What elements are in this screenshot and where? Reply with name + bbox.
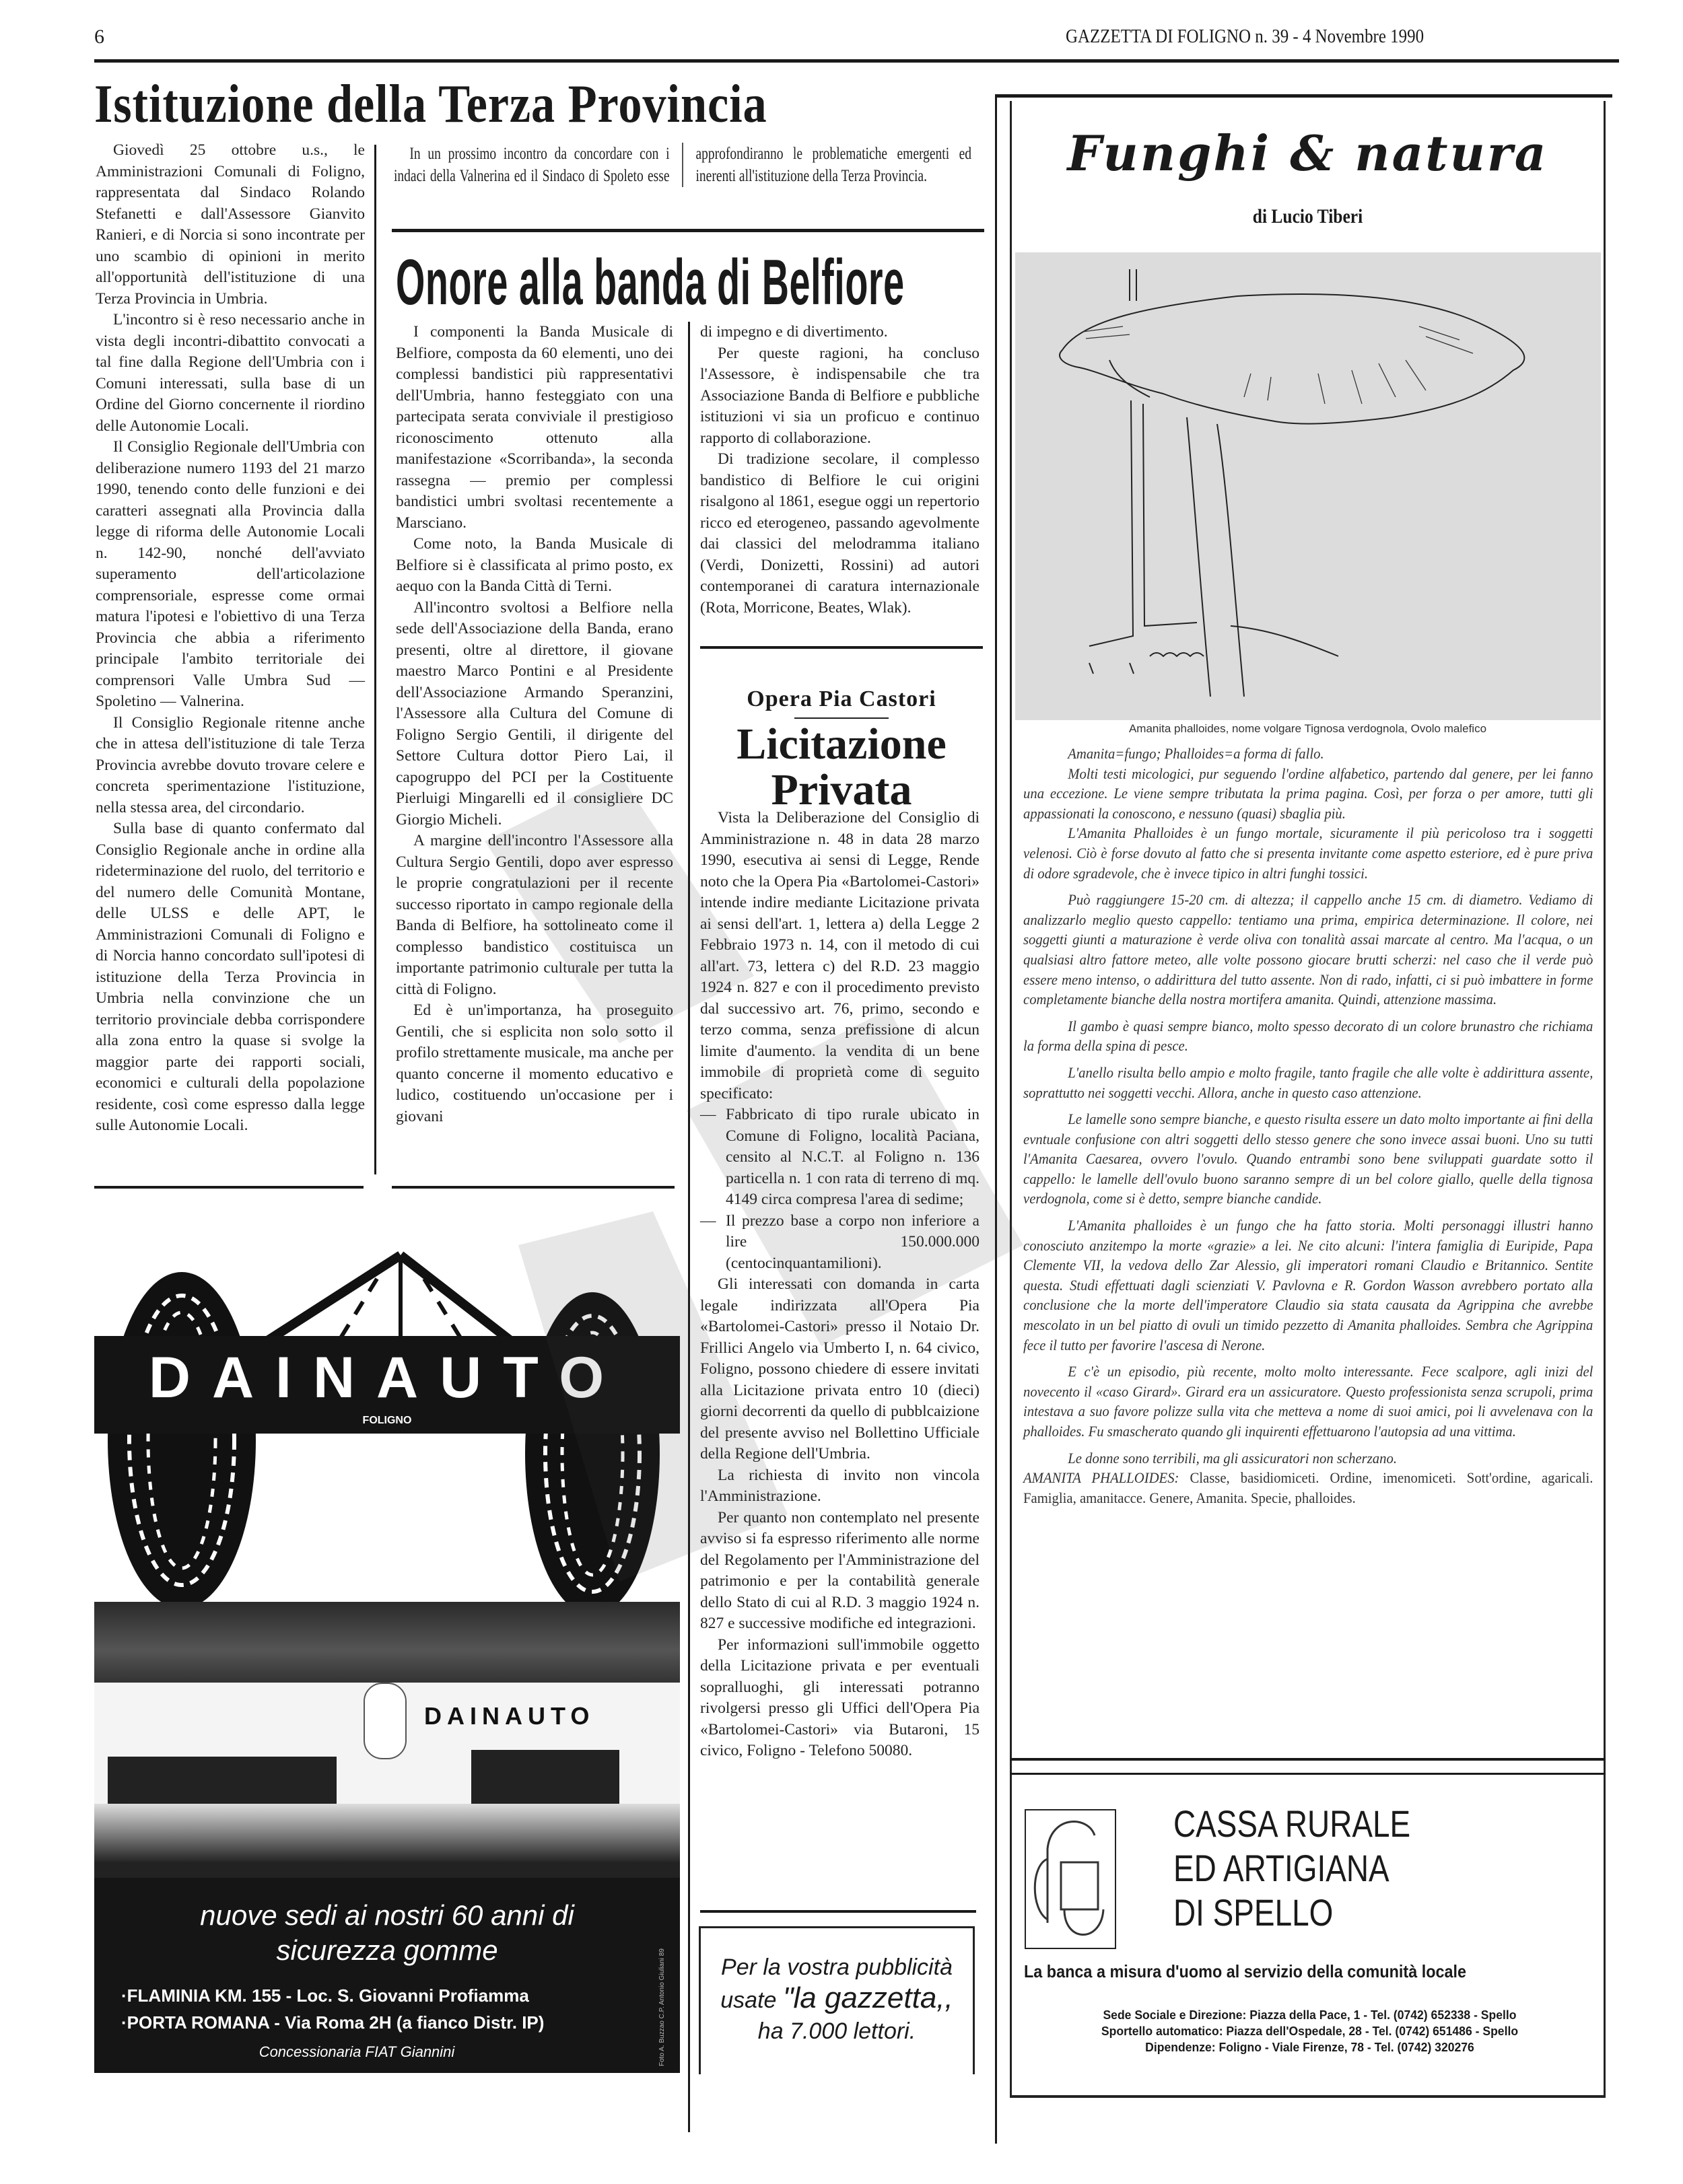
hills-photo	[94, 1602, 680, 1683]
paragraph: Come noto, la Banda Musicale di Belfiore si è classificata al primo posto, ex aequo con la Banda Città di Terni.	[396, 535, 673, 595]
house-ad-line1: Per la vostra pubblicità	[721, 1954, 953, 1980]
bank-name-line2: ED ARTIGIANA	[1173, 1847, 1389, 1889]
article1-column-1	[96, 140, 365, 1137]
photo-credit: Foto A. Buzzao C.P. Antonio Giuliani 89	[658, 1948, 666, 2066]
paragraph: di impegno e di divertimento.	[700, 323, 888, 341]
building-window	[108, 1757, 337, 1804]
tire-left-icon	[108, 1272, 256, 1602]
dainauto-logo: DAINAUTO	[148, 1345, 626, 1410]
paragraph: Per quanto non contemplato nel presente avviso si fa espresso riferimento alle norme del Regolamento per l'Amministrazione del patrimonio e per la contabilità generale dello Stato di cui al R.D. 3 maggio 1924 n. 827 e successive modifiche ed integrazioni.	[700, 1508, 980, 1632]
dealership-photo	[94, 1683, 680, 2073]
paragraph: L'anello risulta bello ampio e molto fragile, tanto fragile che alle volte è addirittura assente, soprattutto nei soggetti vecchi. Allora, anche in questo caso attenzione.	[1023, 1063, 1593, 1101]
notice-header	[700, 686, 983, 813]
paragraph: Il gambo è quasi sempre bianco, molto spesso decorato di un colore brunastro che richiama la forma della spina di pesce.	[1023, 1017, 1593, 1055]
headline-banda-belfiore: Onore alla banda di Belfiore	[396, 246, 905, 318]
illustration-caption: Amanita phalloides, nome volgare Tignosa verdognola, Ovolo malefico	[1128, 722, 1487, 735]
bank-ad	[1010, 1775, 1606, 2098]
bank-name	[1173, 1802, 1410, 1935]
taxonomy-lead: AMANITA PHALLOIDES:	[1023, 1469, 1179, 1487]
paragraph: Può raggiungere 15-20 cm. di altezza; il cappello anche 15 cm. di diametro. Vediamo di analizzarlo meglio questo cappello: tentiamo una prima, empirica determinazione. Il colore, nei soggetti giunti a maturazione è verde oliva con tonalità assai marcate al centro. Ma l'acqua, o un qualsiasi altro fattore meteo, alle volte possono giocare brutti scherzi: nel caso che il verde può essere meno intenso, o addirittura del tutto assente. Non di rado, infatti, ci si può imbattere in forme completamente bianche della nostra mortifera amanita. Quindi, attenzione massima.	[1023, 891, 1593, 1008]
section-rule	[700, 646, 983, 649]
notice-list-item: — Il prezzo base a corpo non inferiore a lire 150.000.000 (centocinquantamilioni).	[700, 1211, 980, 1275]
masthead: GAZZETTA DI FOLIGNO n. 39 - 4 Novembre 1990	[1066, 26, 1424, 47]
funghi-article	[1023, 744, 1593, 1508]
paragraph: Sulla base di quanto confermato dal Consiglio Regionale anche in ordine alla rideterminazione del ruolo, del territorio e del numero delle Comunità Montane, delle ULSS e delle APT, le Amministrazioni Comunali di Foligno e di Norcia hanno concordato sull'ipotesi di istituzione della Terza Provincia in Umbria nella convinzione che un territorio provinciale debba corrispondere alla zona entro la quase si svolge la maggior parte dei rapporti sociali, economici e culturali della popolazione residente, così come espresso dalla legge sulle Autonomie Locali.	[96, 820, 365, 1134]
house-ad-line2	[701, 1982, 973, 2016]
slogan-line2: sicurezza gomme	[276, 1934, 498, 1966]
michelin-mascot-icon	[364, 1683, 407, 1759]
paragraph: L'Amanita Phalloides è un fungo mortale, sicuramente il più pericoloso tra i soggetti velenosi. Ciò è forse dovuto al fatto che si presenta invitante come aspetto esteriore, ed è pure priva di odore sgradevole, che è invece tipico in altri funghi tossici.	[1023, 824, 1593, 882]
section-rule	[392, 229, 984, 232]
paragraph: Per queste ragioni, ha concluso l'Assessore, è indispensabile che tra Associazione Banda di Belfiore e pubbliche istituzioni vi sia un proficuo e continuo rapporto di collaborazione.	[700, 344, 980, 447]
address-porta-romana: ·PORTA ROMANA - Via Roma 2H (a fianco Distr. IP)	[121, 2012, 545, 2033]
article2-column-1	[396, 322, 673, 1127]
cassa-rurale-logo-icon	[1024, 1808, 1117, 1950]
paragraph: I componenti la Banda Musicale di Belfiore, composta da 60 elementi, uno dei complessi bandistici più rappresentativi dell'Umbria, hanno festeggiato con una partecipata serata conviviale il prestigioso riconoscimento ottenuto alla manifestazione «Scorribanda», la seconda rassegna — premio per complessi bandistici umbri svoltasi recentemente a Marsciano.	[396, 323, 673, 532]
list-item-text: Il prezzo base a corpo non inferiore a lire 150.000.000 (centocinquantamilioni).	[726, 1211, 980, 1272]
paragraph: Le donne sono terribili, ma gli assicuratori non scherzano.	[1068, 1449, 1398, 1467]
funghi-title: Funghi & natura	[1067, 125, 1548, 182]
notice-kicker: Opera Pia Castori	[747, 686, 936, 711]
bank-name-line3: DI SPELLO	[1173, 1891, 1334, 1934]
paragraph: Il Consiglio Regionale dell'Umbria con deliberazione numero 1193 del 21 marzo 1990, tenendo conto delle funzioni e dei caratteri assegnati alla Provincia dalla legge di riforma delle Autonomie Locali n. 142-90, nonché dell'avviato superamento dell'articolazione comprensoriale, espresse come ormai matura l'ipotesi e l'obiettivo di una Terza Provincia che abbia a riferimento principale l'ambito territoriale dei comprensori Valle Umbra Sud — Spoletino — Valnerina.	[96, 438, 365, 710]
dainauto-ad	[94, 1225, 680, 2073]
address-flaminia: ·FLAMINIA KM. 155 - Loc. S. Giovanni Profiamma	[121, 1985, 529, 2006]
paragraph: L'incontro si è reso necessario anche in vista degli incontri-dibattito convocati a tal fine dalla Regione dell'Umbria con i Comuni interessati, sulla base di un Ordine del Giorno concernente il riordino delle Autonomie Locali.	[96, 311, 365, 435]
house-ad-line2a: usate	[720, 1987, 783, 2013]
section-rule	[392, 1186, 675, 1189]
headline-terza-provincia: Istituzione della Terza Provincia	[94, 75, 767, 134]
page-number: 6	[94, 26, 104, 48]
notice-body	[700, 808, 980, 1762]
notice-list-item: — Fabbricato di tipo rurale ubicato in Comune di Foligno, località Paciana, censito al N.C.T. al Foligno n. 136 particella n. 1 con rata di terreno di mq. 4149 circa compresa l'area di sedime;	[700, 1104, 980, 1211]
paragraph: L'Amanita phalloides è un fungo che ha fatto storia. Molti personaggi illustri hanno conosciuto anzitempo la morte «grazie» a lei. Ne cito alcuni: l'intera famiglia di Euripide, Papa Clemente VII, la vedova dello Zar Alessio, gli imperatori romani Claudio e Britannico. Sentite questa. Studi effettuati dagli scienziati V. Pavlovna e R. Gordon Wasson avrebbero portato alla conclusione che la morte dell'imperatore Claudio sia stata causata da Agrippina che avrebbe mescolato in un bel piatto di ovuli un timido pezzetto di Amanita phalloides. Sembra che Agrippina fece il tutto per favorire l'ascesa di Nerone.	[1023, 1217, 1593, 1353]
paragraph: In un prossimo incontro da concordare con i indaci della Valnerina ed il Sindaco di Spoleto esse approfondiranno le problematiche emergenti ed inerenti all'istituzione della Terza Provincia.	[394, 145, 971, 185]
paragraph: A margine dell'incontro l'Assessore alla Cultura Sergio Gentili, dopo aver espresso le proprie congratulazioni per il recente successo riportato in campo regionale della Banda di Belfiore, ha sottolineato come il complesso bandistico costituisca un importante patrimonio culturale per tutta la città di Foligno.	[396, 832, 673, 998]
funghi-top-rule	[996, 94, 1612, 98]
paragraph: Per informazioni sull'immobile oggetto della Licitazione privata e per eventuali sopralluoghi, gli interessati potranno rivolgersi presso gli Uffici dell'Opera Pia «Bartolomei-Castori» via Butaroni, 15 civico, Foligno - Telefono 50080.	[700, 1635, 980, 1759]
dainauto-banner	[94, 1336, 680, 1434]
paragraph: Le lamelle sono sempre bianche, e questo risulta essere un dato molto importante ai fini della evntuale confusione con altri soggetti dello stesso genere che sono invece assai buoni. Uno su tutti l'Amanita Caesarea, ovvero l'ovulo. Quando entrambi sono bene sviluppati guardate sotto il cappello: le lamelle dell'ovulo buono saranno sempre di un bel colore giallo, quelle della tignosa verdognola, come si è detto, sempre bianche candide.	[1023, 1111, 1593, 1207]
slogan-line1: nuove sedi ai nostri 60 anni di	[200, 1899, 574, 1931]
column-divider	[688, 322, 690, 2132]
kicker-rule	[794, 717, 889, 719]
section-rule	[1010, 1758, 1606, 1761]
paragraph: Ed è un'importanza, ha proseguito Gentili, che si esplicita non solo sotto il profilo strettamente musicale, ma anche per quanto concerne il momento educativo e ludico, costituendo un'occasione per i giovani	[396, 1001, 673, 1125]
bank-tagline: La banca a misura d'uomo al servizio della comunità locale	[1024, 1961, 1467, 1981]
dainauto-slogan	[94, 1898, 680, 1968]
section-rule	[94, 1186, 364, 1189]
house-ad-line3: ha 7.000 lettori.	[757, 2018, 916, 2044]
paragraph: Molti testi micologici, pur seguendo l'ordine alfabetico, partendo dal genere, per lei fanno una eccezione. Le viene sempre tributata la prima pagina. Così, per forza o per amore, tutti gli appassionati la conoscono, e nessuno (quasi) sbaglia più.	[1023, 765, 1593, 822]
bank-address-sportello: Sportello automatico: Piazza dell'Ospedale, 28 - Tel. (0742) 651486 - Spello	[1101, 2024, 1519, 2038]
mushroom-drawing-icon	[1015, 252, 1601, 720]
article1-continuation	[394, 143, 971, 187]
dainauto-city: FOLIGNO	[362, 1415, 412, 1426]
dainauto-dealer: Concessionaria FIAT Giannini	[259, 2043, 455, 2060]
bank-addresses	[1027, 2007, 1593, 2055]
paragraph: All'incontro svoltosi a Belfiore nella sede dell'Associazione della Banda, erano presenti, oltre al direttore, il giovane maestro Marco Pontini e al Presidente dell'Associazione Armando Speranzini, l'Assessore alla Cultura del Comune di Foligno Sergio Gentili, il dirigente del Settore Cultura dottor Piero Lai, il capogruppo del PCI per la Costituente Pierluigi Mingarelli ed il consigliere DC Giorgio Micheli.	[396, 598, 673, 829]
article2-column-2	[700, 322, 980, 619]
bank-address-sede: Sede Sociale e Direzione: Piazza della Pace, 1 - Tel. (0742) 652338 - Spello	[1103, 2008, 1517, 2022]
building-window	[471, 1750, 619, 1804]
dainauto-sign: DAINAUTO	[424, 1702, 595, 1730]
notice-title-line2: Privata	[771, 765, 912, 814]
amanita-illustration	[1015, 252, 1601, 720]
header-rule	[94, 59, 1619, 63]
column-divider	[374, 145, 376, 1174]
paragraph: La richiesta di invito non vincola l'Amministrazione.	[700, 1466, 980, 1505]
paragraph: E c'è un episodio, più recente, molto molto interessante. Fece scalpore, agli inizi del novecento il «caso Girard». Girard era un assicuratore. Questo professionista senza scrupoli, prima intestava a suo favore polizze sulla vita che metteva a nome di suoi amici, poi li avvelenava con la phalloides. Fu smascherato quando gli inquirenti effettuarono l'autopsia ad una vittima.	[1023, 1363, 1593, 1440]
taxonomy-rest: Classe, basidiomiceti. Ordine, imenomiceti. Sott'ordine, agaricali. Famiglia, amanitacce. Genere, Amanita. Specie, phalloides.	[1023, 1469, 1593, 1506]
forecourt	[94, 1804, 680, 1878]
house-ad-gazzetta: "la gazzetta,,	[782, 1981, 953, 2014]
list-item-text: Fabbricato di tipo rurale ubicato in Comune di Foligno, località Paciana, censito al N.C.T. al Foligno n. 136 particella n. 1 con rata di terreno di mq. 4149 circa compresa l'area di sedime;	[726, 1106, 980, 1208]
section-rule	[700, 1910, 976, 1913]
paragraph: Amanita=fungo; Phalloides=a forma di fallo.	[1068, 745, 1324, 762]
bank-address-dipendenze: Dipendenze: Foligno - Viale Firenze, 78 - Tel. (0742) 320276	[1145, 2040, 1474, 2054]
paragraph: Giovedì 25 ottobre u.s., le Amministrazioni Comunali di Foligno, rappresentata dal Sindaco Rolando Stefanetti e dall'Assessore Gianvito Ranieri, e di Norcia si sono incontrate per uno scambio di opinioni in merito all'opportunità dell'istituzione di una Terza Provincia in Umbria.	[96, 141, 365, 308]
column-divider	[995, 94, 997, 2144]
paragraph: Il Consiglio Regionale ritenne anche che in attesa dell'istituzione di tale Terza Provincia avrebbe dovuto trovare celere e concreta sperimentazione l'istituzione, nella stessa area, del circondario.	[96, 713, 365, 816]
funghi-byline: di Lucio Tiberi	[1252, 205, 1363, 227]
house-ad-box	[699, 1926, 975, 2074]
paragraph: Vista la Deliberazione del Consiglio di Amministrazione n. 48 in data 28 marzo 1990, esecutiva ai sensi di Legge, Rende noto che la Opera Pia «Bartolomei-Castori» intende indire mediante Licitazione privata ai sensi dell'art. 1, lettera a) della Legge 2 Febbraio 1973 n. 14, con il metodo di cui all'art. 73, lettera c) del R.D. 23 maggio 1924 n. 827 e con il procedimento previsto dal successivo art. 76, primo, secondo e terzo comma, senza prefissione di alcun limite d'aumento. la vendita di un bene immobile di proprietà come di seguito specificato:	[700, 809, 980, 1102]
bank-name-line1: CASSA RURALE	[1173, 1802, 1411, 1845]
dainauto-addresses	[121, 1982, 646, 2036]
paragraph: Gli interessati con domanda in carta legale indirizzata all'Opera Pia «Bartolomei-Castori» presso il Notaio Dr. Frillici Angelo via Umberto I, n. 64 civico, Foligno, possono chiedere di essere invitati alla Licitazione privata entro 10 (dieci) giorni decorrenti da quello di pubblcaizione del presente avviso nel Bollettino Ufficiale della Regione dell'Umbria.	[700, 1275, 980, 1463]
paragraph: Di tradizione secolare, il complesso bandistico di Belfiore le cui origini risalgono al 1861, esegue oggi un repertorio ricco ed eterogeneo, passando agevolmente dai classici del melodramma italiano (Verdi, Donizetti, Rossini) ad autori contemporanei di caratura internazionale (Rota, Morricone, Beates, Wlak).	[700, 450, 980, 617]
taxonomy	[1023, 1468, 1593, 1508]
notice-title-line1: Licitazione	[736, 719, 947, 769]
